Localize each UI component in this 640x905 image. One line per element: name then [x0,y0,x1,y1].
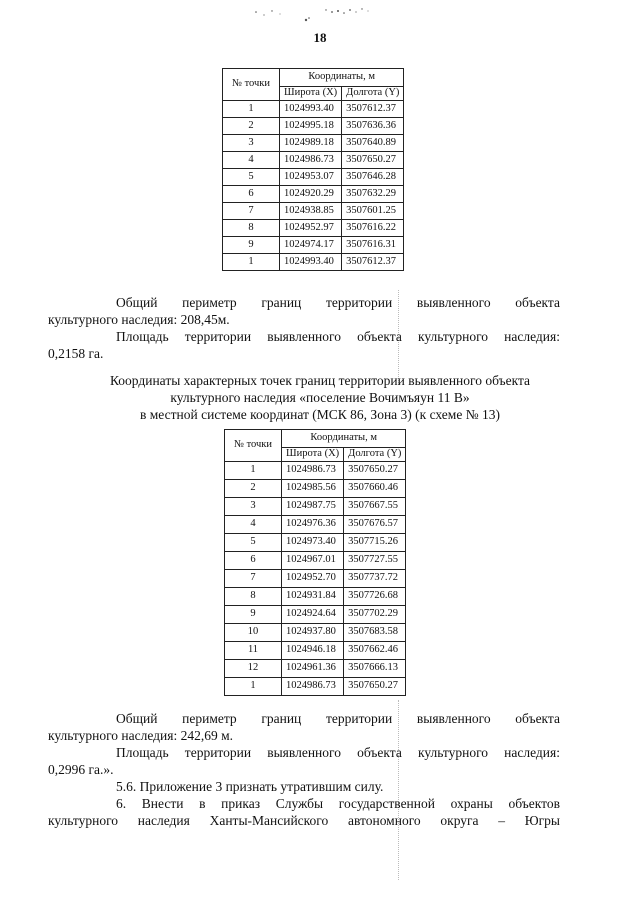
table-row [223,254,404,271]
header-point-number: № точки [223,69,280,101]
table-row [223,152,404,169]
area-text-2-line-2: 0,2996 га.». [48,762,114,777]
table-row [225,570,406,588]
cell-point-number: 8 [225,588,282,606]
cell-latitude: 1024952.70 [282,570,344,588]
header-longitude: Долгота (Y) [342,87,404,101]
item-6-text-line-2: культурного наследия Ханты-Мансийского автономного округа – Югры [48,813,560,828]
cell-point-number: 5 [225,534,282,552]
cell-longitude: 3507612.37 [342,101,404,118]
coordinates-table-1-body [223,101,404,271]
table-row [223,220,404,237]
cell-point-number: 11 [225,642,282,660]
cell-longitude: 3507715.26 [344,534,406,552]
cell-latitude: 1024952.97 [280,220,342,237]
cell-latitude: 1024989.18 [280,135,342,152]
cell-point-number: 4 [223,152,280,169]
cell-point-number: 10 [225,624,282,642]
cell-longitude: 3507612.37 [342,254,404,271]
cell-latitude: 1024953.07 [280,169,342,186]
cell-point-number: 2 [225,480,282,498]
table-row [225,462,406,480]
cell-longitude: 3507737.72 [344,570,406,588]
perimeter-text-2-line-1: Общий периметр границ территории выявленного объекта [116,711,560,726]
cell-latitude: 1024974.17 [280,237,342,254]
table-row [225,480,406,498]
perimeter-text-2-line-2: культурного наследия: 242,69 м. [48,728,234,743]
table-row [225,624,406,642]
cell-latitude: 1024937.80 [282,624,344,642]
section-heading-line-1: Координаты характерных точек границ территории выявленного объекта [109,373,531,388]
area-text-2-line-1: Площадь территории выявленного объекта культурного наследия: [116,745,560,760]
cell-point-number: 1 [223,254,280,271]
table-row [225,660,406,678]
table-row [225,606,406,624]
area-text-1-line-2: 0,2158 га. [48,346,104,361]
item-6-text-line-1: 6. Внести в приказ Службы государственной охраны объектов [116,796,560,811]
cell-longitude: 3507666.13 [344,660,406,678]
perimeter-text-2 [48,710,560,744]
cell-longitude: 3507616.31 [342,237,404,254]
cell-point-number: 2 [223,118,280,135]
cell-point-number: 6 [225,552,282,570]
cell-longitude: 3507650.27 [344,678,406,696]
cell-point-number: 7 [223,203,280,220]
cell-longitude: 3507601.25 [342,203,404,220]
cell-longitude: 3507676.57 [344,516,406,534]
cell-longitude: 3507632.29 [342,186,404,203]
perimeter-text-1-line-1: Общий периметр границ территории выявленного объекта [116,295,560,310]
cell-point-number: 5 [223,169,280,186]
cell-latitude: 1024993.40 [280,101,342,118]
area-text-1 [48,328,560,362]
table-row [225,678,406,696]
cell-latitude: 1024946.18 [282,642,344,660]
cell-longitude: 3507726.68 [344,588,406,606]
table-row [223,101,404,118]
cell-longitude: 3507616.22 [342,220,404,237]
cell-longitude: 3507662.46 [344,642,406,660]
cell-point-number: 1 [225,462,282,480]
page-number: 18 [313,30,327,45]
cell-longitude: 3507702.29 [344,606,406,624]
table-row [223,186,404,203]
cell-point-number: 9 [225,606,282,624]
section-heading-line-2: культурного наследия «поселение Вочимъяун 11 В» [170,390,470,405]
cell-longitude: 3507640.89 [342,135,404,152]
item-6-text [48,795,560,829]
cell-point-number: 9 [223,237,280,254]
table-row [225,516,406,534]
header-coordinates: Координаты, м [282,430,406,448]
section-heading-line-3: в местной системе координат (МСК 86, Зона 3) (к схеме № 13) [140,407,500,422]
table-row [225,498,406,516]
header-coordinates: Координаты, м [280,69,404,87]
cell-longitude: 3507727.55 [344,552,406,570]
cell-point-number: 3 [223,135,280,152]
cell-point-number: 1 [223,101,280,118]
header-latitude: Широта (X) [282,448,344,462]
cell-latitude: 1024924.64 [282,606,344,624]
coordinates-table-2 [224,429,406,696]
header-latitude: Широта (X) [280,87,342,101]
area-text-1-line-1: Площадь территории выявленного объекта культурного наследия: [116,329,560,344]
header-longitude: Долгота (Y) [344,448,406,462]
table-row [225,552,406,570]
cell-point-number: 3 [225,498,282,516]
cell-latitude: 1024973.40 [282,534,344,552]
cell-latitude: 1024931.84 [282,588,344,606]
cell-point-number: 12 [225,660,282,678]
cell-longitude: 3507650.27 [342,152,404,169]
cell-point-number: 6 [223,186,280,203]
section-heading [60,372,580,423]
scan-noise-mark [246,6,376,24]
perimeter-text-1-line-2: культурного наследия: 208,45м. [48,312,230,327]
cell-latitude: 1024986.73 [282,462,344,480]
table-row [225,642,406,660]
table-row [223,135,404,152]
cell-latitude: 1024995.18 [280,118,342,135]
area-text-2 [48,744,560,778]
cell-latitude: 1024987.75 [282,498,344,516]
coordinates-table-1 [222,68,404,271]
cell-latitude: 1024986.73 [280,152,342,169]
cell-latitude: 1024920.29 [280,186,342,203]
cell-latitude: 1024961.36 [282,660,344,678]
table-row [225,588,406,606]
cell-longitude: 3507660.46 [344,480,406,498]
table-row [223,169,404,186]
cell-latitude: 1024938.85 [280,203,342,220]
cell-point-number: 1 [225,678,282,696]
cell-longitude: 3507646.28 [342,169,404,186]
cell-latitude: 1024976.36 [282,516,344,534]
cell-point-number: 8 [223,220,280,237]
cell-latitude: 1024967.01 [282,552,344,570]
table-row [223,237,404,254]
cell-point-number: 7 [225,570,282,588]
cell-longitude: 3507683.58 [344,624,406,642]
cell-point-number: 4 [225,516,282,534]
perimeter-text-1 [48,294,560,328]
table-row [223,203,404,220]
coordinates-table-2-body [225,462,406,696]
cell-longitude: 3507636.36 [342,118,404,135]
cell-longitude: 3507650.27 [344,462,406,480]
cell-longitude: 3507667.55 [344,498,406,516]
table-row [225,534,406,552]
table-row [223,118,404,135]
item-5-6-text: 5.6. Приложение 3 признать утратившим силу. [116,779,384,794]
cell-latitude: 1024986.73 [282,678,344,696]
header-point-number: № точки [225,430,282,462]
cell-latitude: 1024993.40 [280,254,342,271]
cell-latitude: 1024985.56 [282,480,344,498]
